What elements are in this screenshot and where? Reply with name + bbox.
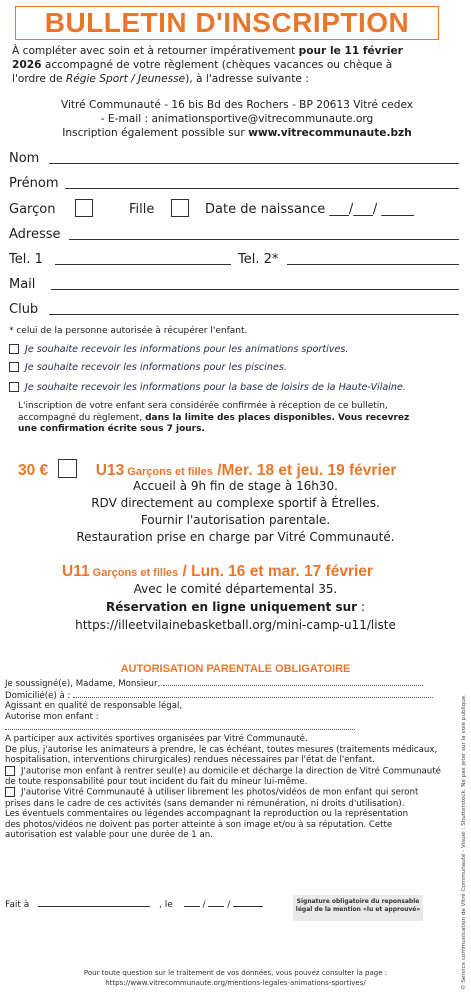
u13-sub: Garçons et filles <box>124 466 213 478</box>
row-club <box>9 299 459 319</box>
check-piscines <box>9 362 469 373</box>
mail-field[interactable] <box>51 289 459 290</box>
fille-checkbox[interactable] <box>171 199 189 217</box>
garcon-label: Garçon <box>9 202 56 217</box>
auth-l9: Les éventuels commentaires ou légendes accompagnant la reproduction ou la représentation <box>5 809 409 820</box>
garcon-checkbox[interactable] <box>75 199 93 217</box>
tel2-note: * celui de la personne autorisée à récupérer l'enfant. <box>9 326 248 336</box>
confirm-bold: dans la limite des places disponibles. Vous recevrez <box>145 412 410 423</box>
u13-line-3: Fournir l'autorisation parentale. <box>140 513 331 527</box>
intro-text: accompagné de votre règlement (chèques vacances ou chèque à <box>41 59 393 71</box>
u13-line-1: Accueil à 9h fin de stage à 16h30. <box>133 479 338 493</box>
adresse-label: Adresse <box>9 227 61 242</box>
confirm-note <box>18 401 458 436</box>
check-animations <box>9 344 469 355</box>
u13-dates: /Mer. 18 et jeu. 19 février <box>212 462 397 479</box>
intro-text: À compléter avec soin et à retourner impérativement <box>12 45 299 57</box>
check-base <box>9 382 469 393</box>
checkbox-animations[interactable] <box>9 344 19 354</box>
check-piscines-label: Je souhaite recevoir les informations pour les piscines. <box>25 362 287 373</box>
fille-label: Fille <box>129 202 155 217</box>
prenom-label: Prénom <box>9 176 59 191</box>
u11-link[interactable]: https://illeetvilainebasketball.org/mini-camp-u11/liste <box>75 618 396 632</box>
auth-l8: J'autorise Vitré Communauté à utiliser librement les photos/vidéos de mon enfant qui seront prises dans le cadre de ces activités (sans demander ni rémunération, ni droits d'utilisation). <box>5 787 419 809</box>
nom-field[interactable] <box>49 163 459 164</box>
email: - E-mail : animationsportive@vitrecommunaute.org <box>100 113 374 125</box>
u11-line-2 <box>0 600 471 615</box>
intro-text: ), à l'adresse suivante : <box>185 73 309 85</box>
name-field[interactable] <box>163 678 423 686</box>
mail-label: Mail <box>9 277 36 292</box>
tel1-label: Tel. 1 <box>9 252 43 267</box>
naissance-field[interactable]: Date de naissance ___/___/ _____ <box>205 202 414 217</box>
row-tel <box>9 249 459 269</box>
adresse-field[interactable] <box>69 239 459 240</box>
confirm-text: accompagné du règlement, <box>18 412 146 423</box>
auth-l6: De plus, j'autorise les animateurs à prendre, le cas échéant, toutes mesures (traitements médicaux, hospitalisation, interventions chirurgicales) rendues nécessaires par l'état de l'enfant. <box>5 744 438 766</box>
club-label: Club <box>9 302 39 317</box>
u13-checkbox[interactable] <box>58 459 77 478</box>
enfant-field[interactable] <box>5 722 355 730</box>
side-credit: © Service communication de Vitré Communauté - Visuel : Shutterstock. Ne pas jeter sur la voie publique. <box>461 694 467 990</box>
auth-title: AUTORISATION PARENTALE OBLIGATOIRE <box>120 663 351 675</box>
u13-line-2: RDV directement au complexe sportif à Étrelles. <box>91 496 380 510</box>
website-intro: Inscription également possible sur <box>62 127 249 139</box>
auth-l2: Domicilié(e) à : <box>5 690 71 701</box>
signature-box[interactable]: Signature obligatoire du reponsable légal de la mention «lu et approuvé» <box>293 895 423 921</box>
confirm-bold-2: une confirmation écrite sous 7 jours. <box>18 424 205 434</box>
intro-line-1 <box>12 44 462 58</box>
u11-dates: / Lun. 16 et mar. 17 février <box>178 563 373 580</box>
u11-header <box>62 563 373 581</box>
day-field[interactable] <box>184 906 200 907</box>
check-animations-label: Je souhaite recevoir les informations pour les animations sportives. <box>25 344 349 355</box>
prenom-field[interactable] <box>65 188 459 189</box>
auth-l10: des photos/vidéos ne doivent pas porter atteinte à son image et/ou à sa réputation. Cette autorisation est valable pour une durée de 1 an. <box>5 819 393 841</box>
website-line <box>12 126 462 140</box>
address: Vitré Communauté - 16 bis Bd des Rochers - BP 20613 Vitré cedex <box>60 99 414 111</box>
auth-block <box>5 678 445 841</box>
page-title: BULLETIN D'INSCRIPTION <box>44 7 410 38</box>
intro-line-2 <box>12 58 462 72</box>
title-box <box>15 6 439 40</box>
tel1-field[interactable] <box>55 264 231 265</box>
footer-link[interactable]: https://www.vitrecommunaute.org/mentions-legales-animations-sportives/ <box>105 979 366 987</box>
fait-field[interactable] <box>38 906 150 907</box>
u11-sub: Garçons et filles <box>89 567 179 579</box>
confirm-line-2 <box>18 413 458 425</box>
tel2-label: Tel. 2* <box>238 252 279 267</box>
checkbox-base[interactable] <box>9 382 19 392</box>
auth-l4: Autorise mon enfant : <box>5 711 99 722</box>
deadline-year: 2026 <box>12 59 42 71</box>
u11-colon: : <box>357 600 365 614</box>
row-adresse <box>9 224 459 244</box>
auth-l5: A participer aux activités sportives organisées par Vitré Communauté. <box>5 733 308 744</box>
row-nom <box>9 148 459 168</box>
u11-line-1: Avec le comité départemental 35. <box>133 582 338 596</box>
checkbox-piscines[interactable] <box>9 362 19 372</box>
row-mail <box>9 274 459 294</box>
footer-line-1: Pour toute question sur le traitement de vos données, vous pouvez consulter la page : <box>83 969 388 977</box>
tel2-field[interactable] <box>287 264 459 265</box>
club-field[interactable] <box>49 314 459 315</box>
u11-reservation: Réservation en ligne uniquement sur <box>106 600 358 614</box>
auth-l1: Je soussigné(e), Madame, Monsieur, <box>5 679 161 689</box>
auth-l7: J'autorise mon enfant à rentrer seul(e) au domicile et décharge la direction de Vitré Communauté de toute responsabilité pour tout incident du fait du mineur lui-même. <box>5 766 441 787</box>
deadline-text: pour le 11 février <box>298 45 403 57</box>
website-link[interactable]: www.vitrecommunaute.bzh <box>248 127 412 139</box>
year-field[interactable] <box>233 906 263 907</box>
row-prenom <box>9 173 459 193</box>
checkbox-photos[interactable] <box>5 787 15 797</box>
auth-l3: Agissant en qualité de responsable légal, <box>5 701 183 712</box>
fait-label: Fait à <box>5 900 30 910</box>
u13-title: U13 <box>95 462 125 479</box>
u11-title: U11 <box>62 563 90 580</box>
u13-header <box>18 459 396 480</box>
checkbox-retour-seul[interactable] <box>5 766 15 776</box>
intro-text: l'ordre de <box>12 73 66 85</box>
u13-price: 30 € <box>18 462 49 479</box>
nom-label: Nom <box>9 151 40 166</box>
month-field[interactable] <box>208 906 224 907</box>
fait-row: Fait à , le / / <box>5 900 445 911</box>
check-base-label: Je souhaite recevoir les informations pour la base de loisirs de la Haute-Vilaine. <box>25 382 406 393</box>
payee: Régie Sport / Jeunesse <box>65 73 186 85</box>
domicile-field[interactable] <box>73 690 433 698</box>
intro-line-3 <box>12 72 462 86</box>
le-label: , le <box>159 900 173 910</box>
u13-line-4: Restauration prise en charge par Vitré Communauté. <box>76 530 395 544</box>
row-sexe <box>9 199 459 219</box>
confirm-line-1: L'inscription de votre enfant sera considérée confirmée à réception de ce bulletin, <box>18 401 388 411</box>
